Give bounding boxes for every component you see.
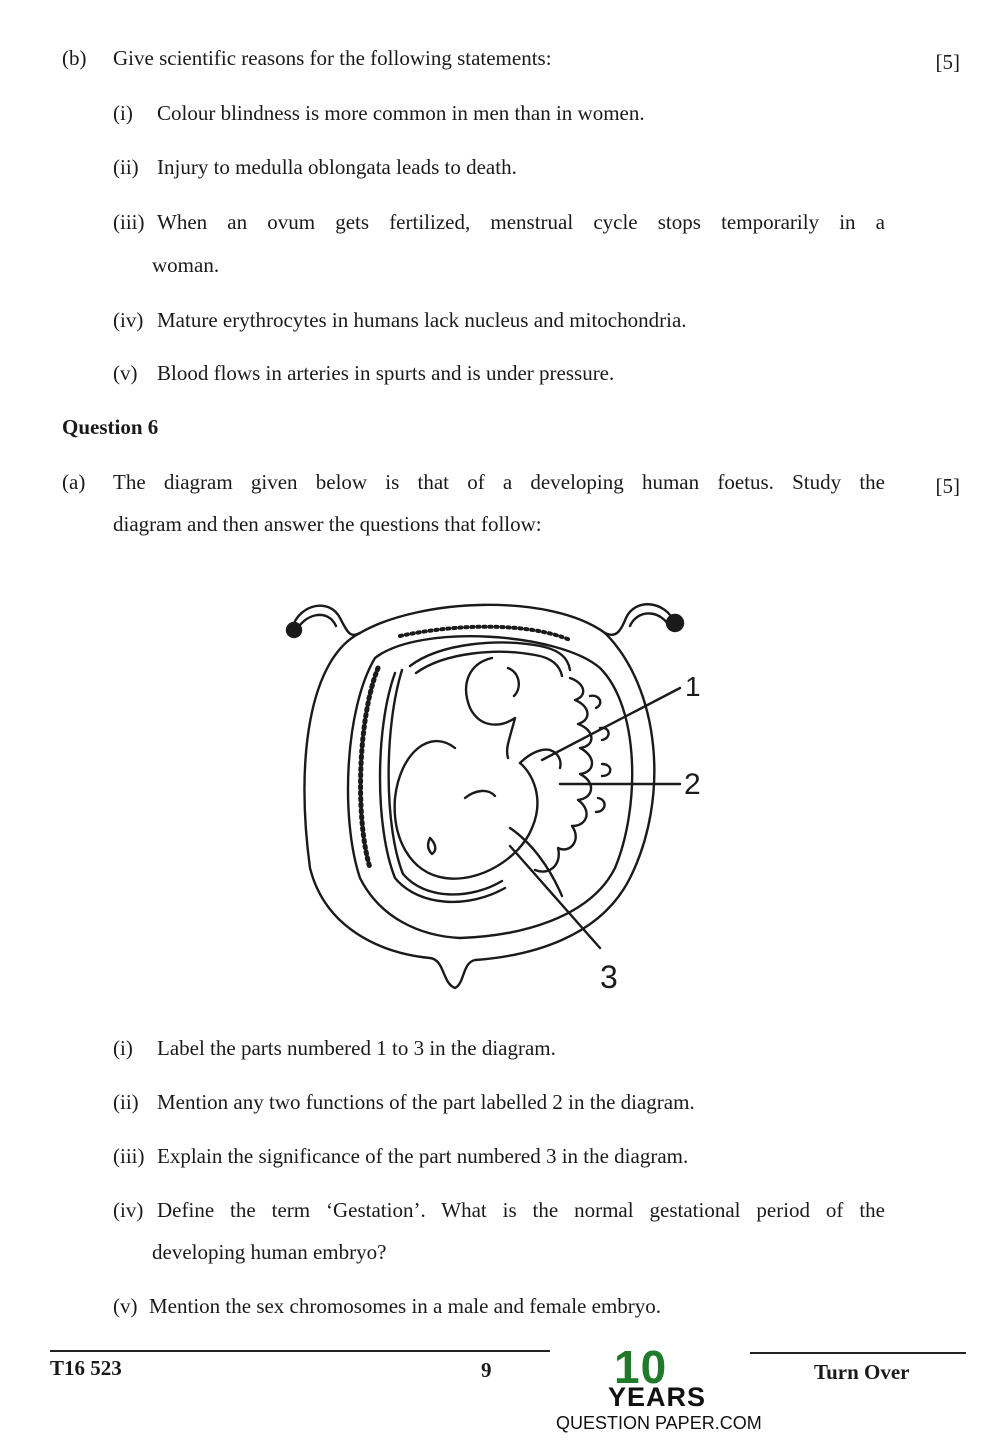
- right-ovary: [667, 615, 683, 631]
- part-b-item-iv-num: (iv): [113, 308, 144, 332]
- foetus-body: [466, 658, 515, 758]
- part-b-marks: [5]: [935, 50, 960, 74]
- q6a-text: The diagram given below is that of a developing human foetus. Study the: [113, 470, 885, 494]
- q6-item-iv-text: Define the term ‘Gestation’. What is the normal gestational period of the: [157, 1198, 885, 1222]
- diagram-label-3: 3: [600, 959, 618, 995]
- question-6-heading: Question 6: [62, 415, 159, 439]
- foetus-diagram: [270, 578, 730, 998]
- q6-item-v-num: (v): [113, 1294, 138, 1318]
- part-b-item-v-text: Blood flows in arteries in spurts and is under pressure.: [157, 361, 615, 385]
- uterus-inner-wall: [348, 636, 632, 938]
- q6a-label: (a): [62, 470, 86, 494]
- left-fallopian-tube: [292, 606, 360, 635]
- part-b-label: (b): [62, 46, 87, 70]
- q6-item-i-num: (i): [113, 1036, 133, 1060]
- q6a-cont: diagram and then answer the questions that follow:: [113, 512, 542, 536]
- page-number: 9: [481, 1358, 492, 1382]
- part-b-instruction: Give scientific reasons for the following statements:: [113, 46, 552, 70]
- q6-item-v-text: Mention the sex chromosomes in a male and female embryo.: [149, 1294, 662, 1318]
- q6-item-iii-text: Explain the significance of the part numbered 3 in the diagram.: [157, 1144, 689, 1168]
- diagram-label-1: 1: [685, 671, 701, 702]
- footer-rule-right: [750, 1352, 966, 1354]
- part-b-item-ii-num: (ii): [113, 155, 139, 179]
- q6-item-ii-text: Mention any two functions of the part labelled 2 in the diagram.: [157, 1090, 695, 1114]
- label-line-1: [542, 688, 680, 760]
- q6-item-iv-num: (iv): [113, 1198, 144, 1222]
- q6-item-iii-num: (iii): [113, 1144, 145, 1168]
- placenta: [535, 678, 592, 872]
- part-b-item-iii-cont: woman.: [152, 253, 220, 277]
- q6-item-iv-cont: developing human embryo?: [152, 1240, 387, 1264]
- left-ovary: [287, 623, 301, 637]
- turn-over: Turn Over: [814, 1360, 910, 1384]
- part-b-item-v-num: (v): [113, 361, 138, 385]
- part-b-item-ii-text: Injury to medulla oblongata leads to death.: [157, 155, 517, 179]
- part-b-item-iii-num: (iii): [113, 210, 145, 234]
- watermark-number: 10: [614, 1341, 668, 1393]
- q6-item-ii-num: (ii): [113, 1090, 139, 1114]
- watermark-years: YEARS: [608, 1382, 707, 1412]
- diagram-label-2: 2: [684, 768, 701, 801]
- part-b-item-iii-text: When an ovum gets fertilized, menstrual cycle stops temporarily in a: [157, 210, 885, 234]
- watermark-site: QUESTION PAPER.COM: [556, 1413, 762, 1433]
- part-b-item-i-num: (i): [113, 101, 133, 125]
- footer-rule-left: [50, 1350, 550, 1352]
- paper-code: T16 523: [50, 1356, 122, 1380]
- q6a-marks: [5]: [935, 474, 960, 498]
- part-b-item-iv-text: Mature erythrocytes in humans lack nucleus and mitochondria.: [157, 308, 687, 332]
- label-line-3: [510, 846, 600, 948]
- q6-item-i-text: Label the parts numbered 1 to 3 in the diagram.: [157, 1036, 556, 1060]
- foetus-head: [395, 741, 538, 879]
- amnion: [380, 673, 505, 902]
- part-b-item-i-text: Colour blindness is more common in men than in women.: [157, 101, 645, 125]
